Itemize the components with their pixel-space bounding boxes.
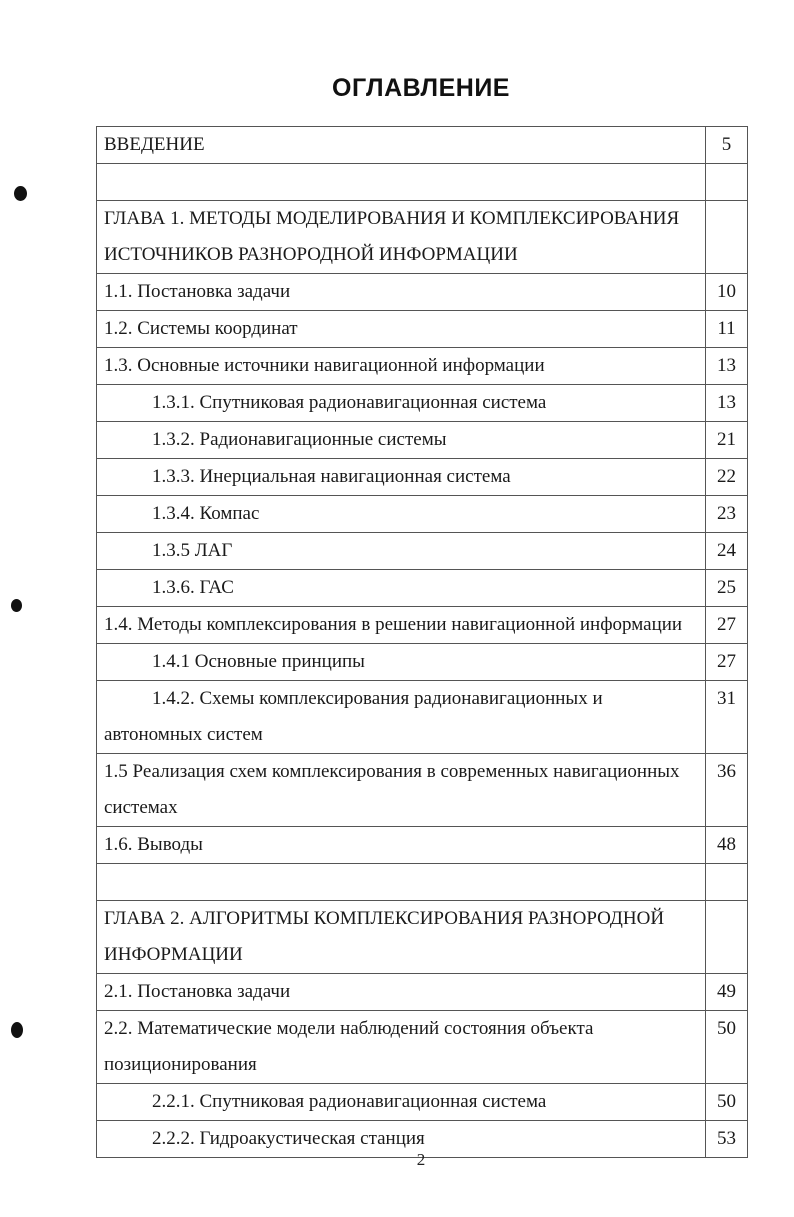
toc-entry-title: 1.5 Реализация схем комплексирования в современных навигационных системах: [97, 754, 706, 827]
toc-entry-page: 5: [706, 127, 748, 164]
toc-chapter-title: ГЛАВА 2. АЛГОРИТМЫ КОМПЛЕКСИРОВАНИЯ РАЗНОРОДНОЙ ИНФОРМАЦИИ: [97, 901, 706, 974]
toc-entry-page: 22: [706, 459, 748, 496]
toc-entry-page: 21: [706, 422, 748, 459]
toc-entry-title: [97, 164, 706, 201]
toc-row-1-4-1: [97, 644, 748, 681]
page-number: 2: [416, 1150, 426, 1169]
toc-entry-title: 2.2.2. Гидроакустическая станция: [97, 1121, 706, 1158]
toc-entry-title: 1.1. Постановка задачи: [97, 274, 706, 311]
toc-entry-page: 36: [706, 754, 748, 827]
toc-entry-page: 24: [706, 533, 748, 570]
toc-entry-page: 50: [706, 1084, 748, 1121]
toc-entry-page: 31: [706, 681, 748, 754]
toc-row-1-3-4: [97, 496, 748, 533]
toc-entry-title: 1.3.6. ГАС: [97, 570, 706, 607]
toc-row-2-2-1: [97, 1084, 748, 1121]
toc-entry-page: 23: [706, 496, 748, 533]
scan-blot: [14, 186, 27, 201]
toc-entry-page: [706, 864, 748, 901]
toc-entry-page: 10: [706, 274, 748, 311]
toc-entry-title: 2.2. Математические модели наблюдений состояния объекта позиционирования: [97, 1011, 706, 1084]
toc-row-2-1: [97, 974, 748, 1011]
toc-row-1-3-1: [97, 385, 748, 422]
toc-entry-title: 2.2.1. Спутниковая радионавигационная система: [97, 1084, 706, 1121]
toc-entry-page: 48: [706, 827, 748, 864]
toc-entry-title: 1.3.3. Инерциальная навигационная система: [97, 459, 706, 496]
toc-entry-title: 1.4.1 Основные принципы: [97, 644, 706, 681]
toc-row-1-2: [97, 311, 748, 348]
scan-blot: [11, 1022, 23, 1038]
table-of-contents: [96, 126, 748, 1158]
toc-row-1-1: [97, 274, 748, 311]
toc-chapter-title: ГЛАВА 1. МЕТОДЫ МОДЕЛИРОВАНИЯ И КОМПЛЕКСИРОВАНИЯ ИСТОЧНИКОВ РАЗНОРОДНОЙ ИНФОРМАЦИИ: [97, 201, 706, 274]
toc-entry-title: [97, 681, 706, 754]
toc-entry-title: [97, 864, 706, 901]
toc-row-introduction: [97, 127, 748, 164]
toc-row-chapter-1: [97, 201, 748, 274]
toc-entry-page: [706, 201, 748, 274]
toc-row-2-2: [97, 1011, 748, 1084]
toc-entry-title: 1.3.4. Компас: [97, 496, 706, 533]
toc-entry-title: 1.3.5 ЛАГ: [97, 533, 706, 570]
toc-entry-page: 13: [706, 348, 748, 385]
toc-entry-page: 27: [706, 644, 748, 681]
scan-blot: [11, 599, 22, 612]
toc-row-1-4-2: [97, 681, 748, 754]
toc-entry-page: 50: [706, 1011, 748, 1084]
toc-row-1-3-6: [97, 570, 748, 607]
toc-row-1-3-2: [97, 422, 748, 459]
toc-row-chapter-2: [97, 901, 748, 974]
toc-entry-title: ВВЕДЕНИЕ: [97, 127, 706, 164]
toc-row-spacer: [97, 164, 748, 201]
toc-entry-page: 13: [706, 385, 748, 422]
toc-entry-page: [706, 901, 748, 974]
toc-row-1-3-3: [97, 459, 748, 496]
toc-entry-title: 1.3. Основные источники навигационной информации: [97, 348, 706, 385]
page-title: ОГЛАВЛЕНИЕ: [332, 74, 510, 102]
toc-entry-title: 1.4. Методы комплексирования в решении навигационной информации: [97, 607, 706, 644]
toc-entry-title: 1.2. Системы координат: [97, 311, 706, 348]
toc-entry-title-line2: автономных систем: [104, 724, 263, 745]
toc-entry-page: 27: [706, 607, 748, 644]
toc-entry-title-line1: 1.4.2. Схемы комплексирования радионавигационных и: [152, 688, 603, 709]
toc-row-1-3-5: [97, 533, 748, 570]
toc-row-spacer: [97, 864, 748, 901]
toc-entry-page: 11: [706, 311, 748, 348]
toc-row-1-6: [97, 827, 748, 864]
toc-entry-page: 49: [706, 974, 748, 1011]
toc-entry-page: 53: [706, 1121, 748, 1158]
toc-entry-title: 1.3.1. Спутниковая радионавигационная система: [97, 385, 706, 422]
toc-entry-page: [706, 164, 748, 201]
toc-entry-title: 1.3.2. Радионавигационные системы: [97, 422, 706, 459]
toc-row-1-5: [97, 754, 748, 827]
toc-entry-title: 1.6. Выводы: [97, 827, 706, 864]
toc-entry-page: 25: [706, 570, 748, 607]
toc-row-1-3: [97, 348, 748, 385]
toc-entry-title: 2.1. Постановка задачи: [97, 974, 706, 1011]
toc-row-1-4: [97, 607, 748, 644]
